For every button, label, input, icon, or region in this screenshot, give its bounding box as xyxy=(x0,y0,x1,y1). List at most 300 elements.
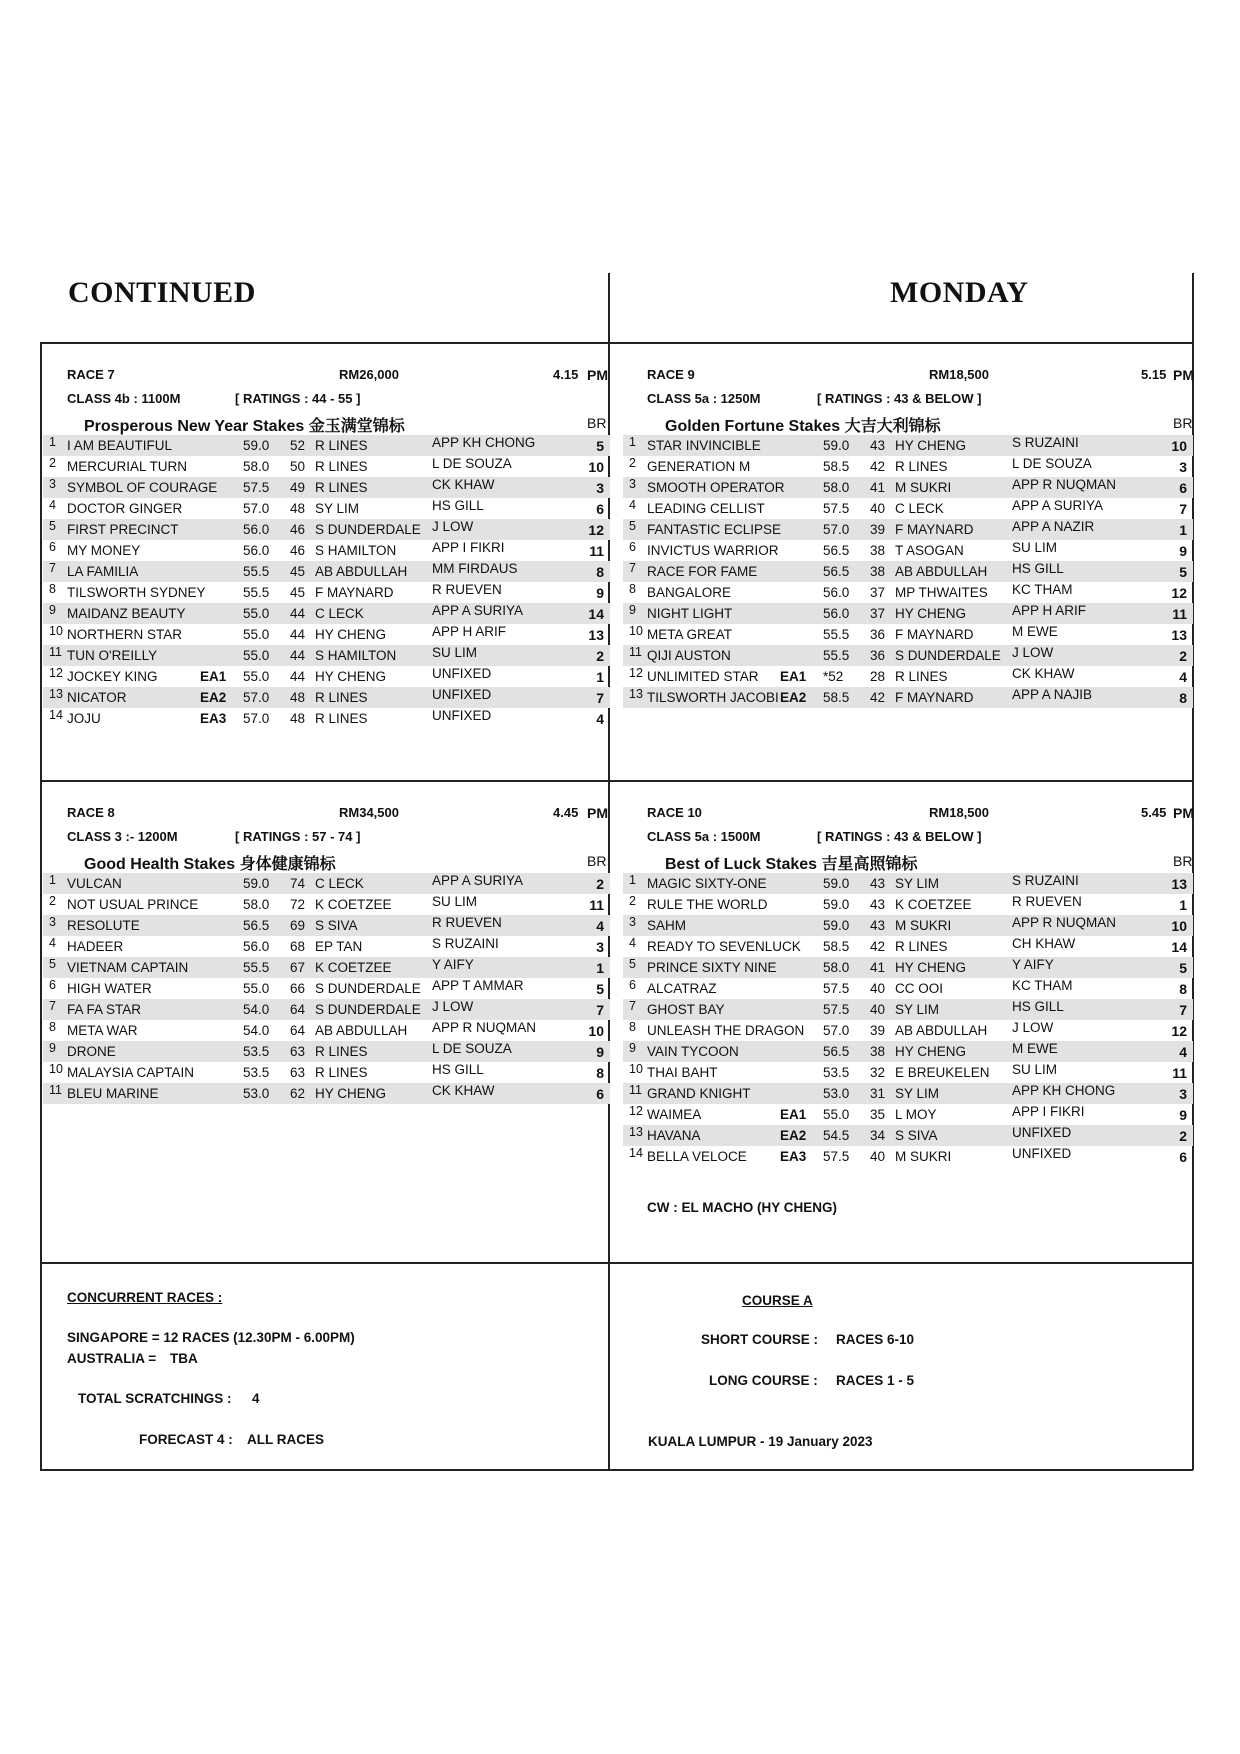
jockey: HY CHENG xyxy=(315,1086,387,1101)
table-row xyxy=(623,1125,1193,1146)
jockey: S SIVA xyxy=(315,918,358,933)
rating: 48 xyxy=(290,501,306,516)
rating: 63 xyxy=(290,1044,306,1059)
short-course-label: SHORT COURSE : xyxy=(701,1332,819,1347)
horse-name: DOCTOR GINGER xyxy=(67,501,183,516)
race-ratings: [ RATINGS : 43 & BELOW ] xyxy=(817,829,982,844)
barrier: 1 xyxy=(596,960,604,976)
runner-number: 2 xyxy=(629,456,636,470)
horse-name: JOCKEY KING xyxy=(67,669,158,684)
horse-name: LEADING CELLIST xyxy=(647,501,765,516)
race-ratings: [ RATINGS : 43 & BELOW ] xyxy=(817,391,982,406)
runner-number: 7 xyxy=(629,999,636,1013)
runner-number: 4 xyxy=(49,498,56,512)
forecast-value: ALL RACES xyxy=(247,1432,325,1447)
runner-number: 6 xyxy=(629,540,636,554)
jockey: K COETZEE xyxy=(895,897,972,912)
barrier: 1 xyxy=(1179,522,1187,538)
jockey: HY CHENG xyxy=(895,606,967,621)
table-row xyxy=(43,1020,610,1041)
horse-name: HAVANA xyxy=(647,1128,701,1143)
horse-name: VAIN TYCOON xyxy=(647,1044,739,1059)
runner-number: 4 xyxy=(629,498,636,512)
barrier: 10 xyxy=(1171,438,1187,454)
barrier: 9 xyxy=(1179,543,1187,559)
emergency-acceptor: EA1 xyxy=(780,1107,807,1122)
runner-number: 13 xyxy=(629,687,643,701)
race-prize: RM18,500 xyxy=(929,367,989,382)
trainer: L DE SOUZA xyxy=(1012,456,1092,471)
weight: 56.5 xyxy=(823,1044,850,1059)
horse-name: PRINCE SIXTY NINE xyxy=(647,960,777,975)
divider-left-edge xyxy=(40,342,42,1470)
barrier: 9 xyxy=(596,585,604,601)
trainer: APP R NUQMAN xyxy=(1012,477,1117,492)
horse-name: GHOST BAY xyxy=(647,1002,725,1017)
jockey: M SUKRI xyxy=(895,1149,952,1164)
divider-bottom xyxy=(40,1469,1193,1471)
table-row xyxy=(623,498,1193,519)
trainer: R RUEVEN xyxy=(1012,894,1082,909)
jockey: R LINES xyxy=(315,1044,368,1059)
trainer: J LOW xyxy=(432,999,474,1014)
rating: 43 xyxy=(870,438,886,453)
jockey: F MAYNARD xyxy=(895,627,974,642)
weight: 56.0 xyxy=(823,606,850,621)
race-ampm: PM xyxy=(587,805,608,821)
trainer: M EWE xyxy=(1012,1041,1058,1056)
horse-name: META WAR xyxy=(67,1023,138,1038)
horse-name: DRONE xyxy=(67,1044,116,1059)
weight: 59.0 xyxy=(823,897,850,912)
rating: 38 xyxy=(870,1044,886,1059)
horse-name: UNLIMITED STAR xyxy=(647,669,759,684)
barrier: 7 xyxy=(596,1002,604,1018)
weight: 57.5 xyxy=(243,480,270,495)
table-row xyxy=(43,666,610,687)
jockey: EP TAN xyxy=(315,939,363,954)
trainer: APP I FIKRI xyxy=(432,540,505,555)
barrier: 2 xyxy=(596,648,604,664)
table-row xyxy=(623,687,1193,708)
runner-number: 7 xyxy=(629,561,636,575)
trainer: L DE SOUZA xyxy=(432,456,512,471)
trainer: R RUEVEN xyxy=(432,582,502,597)
runner-number: 11 xyxy=(629,645,642,659)
emergency-acceptor: EA2 xyxy=(780,690,807,705)
horse-name: QIJI AUSTON xyxy=(647,648,731,663)
table-row xyxy=(623,435,1193,456)
runner-number: 4 xyxy=(49,936,56,950)
rating: 46 xyxy=(290,522,306,537)
trainer: SU LIM xyxy=(432,645,478,660)
jockey: HY CHENG xyxy=(895,1044,967,1059)
rating: 45 xyxy=(290,564,306,579)
runner-number: 8 xyxy=(49,1020,56,1034)
trainer: Y AIFY xyxy=(1012,957,1054,972)
rating: 64 xyxy=(290,1002,306,1017)
rating: 44 xyxy=(290,648,306,663)
jockey: S DUNDERDALE xyxy=(315,981,421,996)
jockey: AB ABDULLAH xyxy=(315,1023,408,1038)
trainer: APP A SURIYA xyxy=(1012,498,1104,513)
race-name: Best of Luck Stakes 吉星高照锦标 xyxy=(665,856,918,873)
table-row xyxy=(43,603,610,624)
jockey: M SUKRI xyxy=(895,480,952,495)
br-header: BR xyxy=(1173,415,1193,431)
weight: 53.0 xyxy=(823,1086,850,1101)
emergency-acceptor: EA1 xyxy=(780,669,807,684)
trainer: APP H ARIF xyxy=(1012,603,1087,618)
weight: 56.0 xyxy=(243,543,270,558)
weight: 55.5 xyxy=(243,564,270,579)
horse-name: MERCURIAL TURN xyxy=(67,459,188,474)
horse-name: TILSWORTH SYDNEY xyxy=(67,585,206,600)
trainer: L DE SOUZA xyxy=(432,1041,512,1056)
scratchings-label: TOTAL SCRATCHINGS : xyxy=(78,1391,232,1406)
jockey: M SUKRI xyxy=(895,918,952,933)
long-course-value: RACES 1 - 5 xyxy=(836,1373,915,1388)
trainer: KC THAM xyxy=(1012,978,1073,993)
rating: 36 xyxy=(870,648,886,663)
runner-number: 13 xyxy=(629,1125,643,1139)
horse-name: I AM BEAUTIFUL xyxy=(67,438,173,453)
trainer: Y AIFY xyxy=(432,957,474,972)
barrier: 4 xyxy=(1179,1044,1187,1060)
jockey: SY LIM xyxy=(895,1002,940,1017)
barrier: 8 xyxy=(596,564,604,580)
rating: 37 xyxy=(870,606,886,621)
jockey: K COETZEE xyxy=(315,897,392,912)
horse-name: NICATOR xyxy=(67,690,127,705)
table-row xyxy=(623,624,1193,645)
table-row xyxy=(623,519,1193,540)
long-course-label: LONG COURSE : xyxy=(709,1373,818,1388)
trainer: MM FIRDAUS xyxy=(432,561,518,576)
br-header: BR xyxy=(1173,853,1193,869)
horse-name: THAI BAHT xyxy=(647,1065,718,1080)
rating: 74 xyxy=(290,876,306,891)
race-prize: RM26,000 xyxy=(339,367,399,382)
trainer: J LOW xyxy=(1012,645,1054,660)
jockey: K COETZEE xyxy=(315,960,392,975)
trainer: CK KHAW xyxy=(432,1083,495,1098)
rating: 72 xyxy=(290,897,306,912)
table-row xyxy=(623,477,1193,498)
runner-number: 2 xyxy=(49,894,56,908)
header-day: MONDAY xyxy=(890,276,1029,309)
barrier: 12 xyxy=(588,522,604,538)
barrier: 11 xyxy=(589,543,604,559)
trainer: CK KHAW xyxy=(432,477,495,492)
race-name: Golden Fortune Stakes 大吉大利锦标 xyxy=(665,418,941,435)
table-row xyxy=(43,456,610,477)
trainer: APP H ARIF xyxy=(432,624,507,639)
rating: 42 xyxy=(870,939,886,954)
jockey: AB ABDULLAH xyxy=(895,564,988,579)
horse-name: RULE THE WORLD xyxy=(647,897,768,912)
barrier: 5 xyxy=(596,438,604,454)
rating: 42 xyxy=(870,459,886,474)
jockey: C LECK xyxy=(895,501,944,516)
trainer: M EWE xyxy=(1012,624,1058,639)
jockey: HY CHENG xyxy=(895,960,967,975)
race-class: CLASS 3 :- 1200M xyxy=(67,829,178,844)
jockey: HY CHENG xyxy=(895,438,967,453)
jockey: R LINES xyxy=(315,1065,368,1080)
barrier: 2 xyxy=(1179,1128,1187,1144)
horse-name: BANGALORE xyxy=(647,585,732,600)
jockey: S DUNDERDALE xyxy=(895,648,1001,663)
br-header: BR xyxy=(587,415,607,431)
rating: 42 xyxy=(870,690,886,705)
race-time: 4.15 xyxy=(553,367,579,382)
trainer: S RUZAINI xyxy=(1012,873,1079,888)
horse-name: ALCATRAZ xyxy=(647,981,717,996)
weight: 54.5 xyxy=(823,1128,850,1143)
weight: 53.0 xyxy=(243,1086,270,1101)
runner-number: 11 xyxy=(629,1083,642,1097)
jockey: L MOY xyxy=(895,1107,937,1122)
race-number: RACE 8 xyxy=(67,805,115,820)
weight: 55.5 xyxy=(823,648,850,663)
trainer: UNFIXED xyxy=(1012,1146,1072,1161)
weight: 57.0 xyxy=(823,522,850,537)
emergency-acceptor: EA3 xyxy=(780,1149,807,1164)
table-row xyxy=(623,873,1193,894)
rating: 34 xyxy=(870,1128,886,1143)
table-row xyxy=(623,603,1193,624)
emergency-acceptor: EA1 xyxy=(200,669,227,684)
weight: 59.0 xyxy=(243,438,270,453)
weight: 58.5 xyxy=(823,459,850,474)
race-ampm: PM xyxy=(1173,805,1194,821)
barrier: 1 xyxy=(596,669,604,685)
jockey: S HAMILTON xyxy=(315,648,397,663)
table-row xyxy=(43,1083,610,1104)
barrier: 5 xyxy=(596,981,604,997)
jockey: S HAMILTON xyxy=(315,543,397,558)
runner-number: 3 xyxy=(629,915,636,929)
barrier: 7 xyxy=(1179,501,1187,517)
runner-number: 9 xyxy=(629,603,636,617)
horse-name: SAHM xyxy=(647,918,687,933)
runner-number: 9 xyxy=(49,603,56,617)
jockey: S DUNDERDALE xyxy=(315,1002,421,1017)
rating: 44 xyxy=(290,627,306,642)
br-header: BR xyxy=(587,853,607,869)
rating: 39 xyxy=(870,1023,886,1038)
barrier: 3 xyxy=(596,480,604,496)
weight: 59.0 xyxy=(823,438,850,453)
barrier: 6 xyxy=(596,501,604,517)
runner-number: 12 xyxy=(629,666,643,680)
barrier: 11 xyxy=(589,897,604,913)
horse-name: NIGHT LIGHT xyxy=(647,606,733,621)
jockey: R LINES xyxy=(895,669,948,684)
runner-number: 8 xyxy=(49,582,56,596)
rating: 36 xyxy=(870,627,886,642)
jockey: E BREUKELEN xyxy=(895,1065,990,1080)
runner-number: 8 xyxy=(629,1020,636,1034)
horse-name: FANTASTIC ECLIPSE xyxy=(647,522,782,537)
barrier: 4 xyxy=(1179,669,1187,685)
table-row xyxy=(43,1062,610,1083)
rating: 68 xyxy=(290,939,306,954)
jockey: R LINES xyxy=(315,438,368,453)
divider-footer xyxy=(40,1262,1193,1264)
weight: 56.0 xyxy=(243,522,270,537)
table-row xyxy=(43,645,610,666)
jockey: R LINES xyxy=(895,459,948,474)
trainer: APP T AMMAR xyxy=(432,978,524,993)
runner-number: 3 xyxy=(49,915,56,929)
jockey: R LINES xyxy=(315,459,368,474)
table-row xyxy=(43,624,610,645)
jockey: CC OOI xyxy=(895,981,944,996)
forecast-label: FORECAST 4 : xyxy=(139,1432,233,1447)
horse-name: READY TO SEVENLUCK xyxy=(647,939,801,954)
trainer: HS GILL xyxy=(432,1062,484,1077)
horse-name: WAIMEA xyxy=(647,1107,702,1122)
rating: 64 xyxy=(290,1023,306,1038)
horse-name: RESOLUTE xyxy=(67,918,140,933)
table-row xyxy=(43,978,610,999)
table-row xyxy=(623,645,1193,666)
short-course-value: RACES 6-10 xyxy=(836,1332,915,1347)
table-row xyxy=(43,999,610,1020)
trainer: SU LIM xyxy=(1012,540,1058,555)
horse-name: JOJU xyxy=(67,711,101,726)
trainer: APP R NUQMAN xyxy=(432,1020,537,1035)
runner-number: 12 xyxy=(49,666,63,680)
jockey: R LINES xyxy=(895,939,948,954)
horse-name: BLEU MARINE xyxy=(67,1086,159,1101)
race-number: RACE 10 xyxy=(647,805,702,820)
table-row xyxy=(623,456,1193,477)
runner-number: 6 xyxy=(49,540,56,554)
runner-number: 5 xyxy=(49,957,56,971)
barrier: 13 xyxy=(1171,876,1187,892)
divider-middle xyxy=(40,780,1193,782)
concurrent-singapore: SINGAPORE = 12 RACES (12.30PM - 6.00PM) xyxy=(67,1330,355,1345)
rating: 52 xyxy=(290,438,306,453)
barrier: 12 xyxy=(1171,585,1187,601)
weight: 57.0 xyxy=(243,690,270,705)
barrier: 11 xyxy=(1172,1065,1187,1081)
runner-number: 11 xyxy=(49,1083,62,1097)
barrier: 3 xyxy=(1179,1086,1187,1102)
table-row xyxy=(43,540,610,561)
horse-name: VIETNAM CAPTAIN xyxy=(67,960,189,975)
weight: 57.0 xyxy=(823,1023,850,1038)
weight: 53.5 xyxy=(823,1065,850,1080)
barrier: 4 xyxy=(596,711,604,727)
horse-name: FIRST PRECINCT xyxy=(67,522,179,537)
table-row xyxy=(623,978,1193,999)
runner-number: 4 xyxy=(629,936,636,950)
runner-number: 7 xyxy=(49,561,56,575)
table-row xyxy=(623,957,1193,978)
rating: 43 xyxy=(870,918,886,933)
jockey: R LINES xyxy=(315,480,368,495)
weight: 55.0 xyxy=(823,1107,850,1122)
rating: 67 xyxy=(290,960,306,975)
divider-top xyxy=(40,342,1193,344)
race-number: RACE 7 xyxy=(67,367,115,382)
concurrent-australia-value: TBA xyxy=(170,1351,198,1366)
weight: 55.0 xyxy=(243,981,270,996)
rating: 49 xyxy=(290,480,306,495)
table-row xyxy=(43,561,610,582)
table-row xyxy=(43,915,610,936)
runner-number: 12 xyxy=(629,1104,643,1118)
horse-name: UNLEASH THE DRAGON xyxy=(647,1023,805,1038)
horse-name: BELLA VELOCE xyxy=(647,1149,747,1164)
runner-number: 1 xyxy=(629,435,636,449)
race-name: Good Health Stakes 身体健康锦标 xyxy=(84,856,336,873)
horse-name: VULCAN xyxy=(67,876,122,891)
table-row xyxy=(623,1062,1193,1083)
weight: 55.5 xyxy=(243,960,270,975)
weight: *52 xyxy=(823,669,844,684)
horse-name: MALAYSIA CAPTAIN xyxy=(67,1065,195,1080)
rating: 48 xyxy=(290,690,306,705)
horse-name: LA FAMILIA xyxy=(67,564,139,579)
runner-number: 10 xyxy=(49,624,63,638)
jockey: T ASOGAN xyxy=(895,543,964,558)
barrier: 8 xyxy=(1179,981,1187,997)
rating: 62 xyxy=(290,1086,306,1101)
trainer: KC THAM xyxy=(1012,582,1073,597)
table-row xyxy=(623,540,1193,561)
jockey: C LECK xyxy=(315,876,364,891)
race-prize: RM18,500 xyxy=(929,805,989,820)
runner-number: 6 xyxy=(49,978,56,992)
rating: 38 xyxy=(870,543,886,558)
jockey: F MAYNARD xyxy=(315,585,394,600)
trainer: UNFIXED xyxy=(432,708,492,723)
trainer: APP KH CHONG xyxy=(432,435,536,450)
weight: 57.5 xyxy=(823,981,850,996)
barrier: 9 xyxy=(1179,1107,1187,1123)
runner-number: 14 xyxy=(629,1146,643,1160)
barrier: 10 xyxy=(588,459,604,475)
weight: 58.5 xyxy=(823,690,850,705)
table-row xyxy=(43,519,610,540)
table-row xyxy=(623,1104,1193,1125)
table-row xyxy=(43,708,610,729)
concurrent-title: CONCURRENT RACES : xyxy=(67,1290,223,1305)
horse-name: INVICTUS WARRIOR xyxy=(647,543,779,558)
runner-number: 1 xyxy=(49,873,56,887)
runner-number: 1 xyxy=(49,435,56,449)
weight: 59.0 xyxy=(823,876,850,891)
table-row xyxy=(43,936,610,957)
horse-name: STAR INVINCIBLE xyxy=(647,438,761,453)
trainer: CH KHAW xyxy=(1012,936,1076,951)
weight: 58.0 xyxy=(823,480,850,495)
weight: 58.0 xyxy=(823,960,850,975)
trainer: CK KHAW xyxy=(1012,666,1075,681)
course-title: COURSE A xyxy=(742,1293,813,1308)
trainer: APP A SURIYA xyxy=(432,873,524,888)
trainer: APP R NUQMAN xyxy=(1012,915,1117,930)
barrier: 5 xyxy=(1179,564,1187,580)
jockey: AB ABDULLAH xyxy=(315,564,408,579)
runner-number: 5 xyxy=(629,519,636,533)
runner-number: 13 xyxy=(49,687,63,701)
